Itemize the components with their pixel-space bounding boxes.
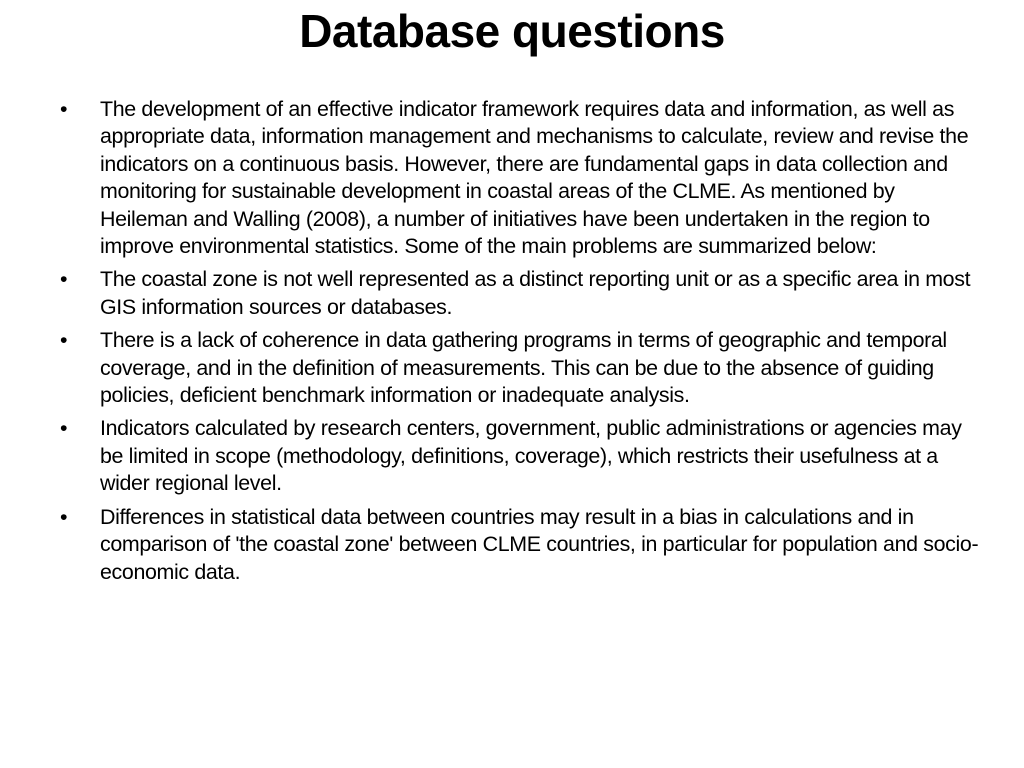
bullet-dot-icon: • <box>60 97 68 121</box>
bullet-dot-icon: • <box>60 328 68 353</box>
slide-title: Database questions <box>299 5 725 57</box>
bullet-dot-icon: • <box>60 504 68 529</box>
bullet-dot-icon: • <box>60 416 68 441</box>
bullet-item <box>56 415 986 497</box>
bullet-text: Differences in statistical data between countries may result in a bias in calculations and in comparison of 'the coastal zone' between CLME countries, in particular for population and socio-economic data. <box>100 504 979 584</box>
bullet-dot-icon: • <box>60 267 68 292</box>
bullet-item <box>56 504 986 586</box>
bullet-text: The coastal zone is not well represented as a distinct reporting unit or as a specific area in most GIS information sources or databases. <box>100 267 971 319</box>
bullet-item <box>56 327 986 409</box>
bullet-item <box>56 96 986 260</box>
bullet-text: There is a lack of coherence in data gathering programs in terms of geographic and temporal coverage, and in the definition of measurements. This can be due to the absence of guiding policies, deficient benchmark information or inadequate analysis. <box>100 328 947 408</box>
bullet-text: The development of an effective indicator framework requires data and information, as well as appropriate data, information management and mechanisms to calculate, review and revise the indicators on a continuous basis. However, there are fundamental gaps in data collection and monitoring for sustainable development in coastal areas of the CLME. As mentioned by Heileman and Walling (2008), a number of initiatives have been undertaken in the region to improve environmental statistics. Some of the main problems are summarized below: <box>100 97 969 259</box>
bullet-item <box>56 266 986 321</box>
bullet-text: Indicators calculated by research centers, government, public administrations or agencies may be limited in scope (methodology, definitions, coverage), which restricts their usefulness at a wider regional level. <box>100 416 962 496</box>
bullet-list <box>56 96 986 592</box>
